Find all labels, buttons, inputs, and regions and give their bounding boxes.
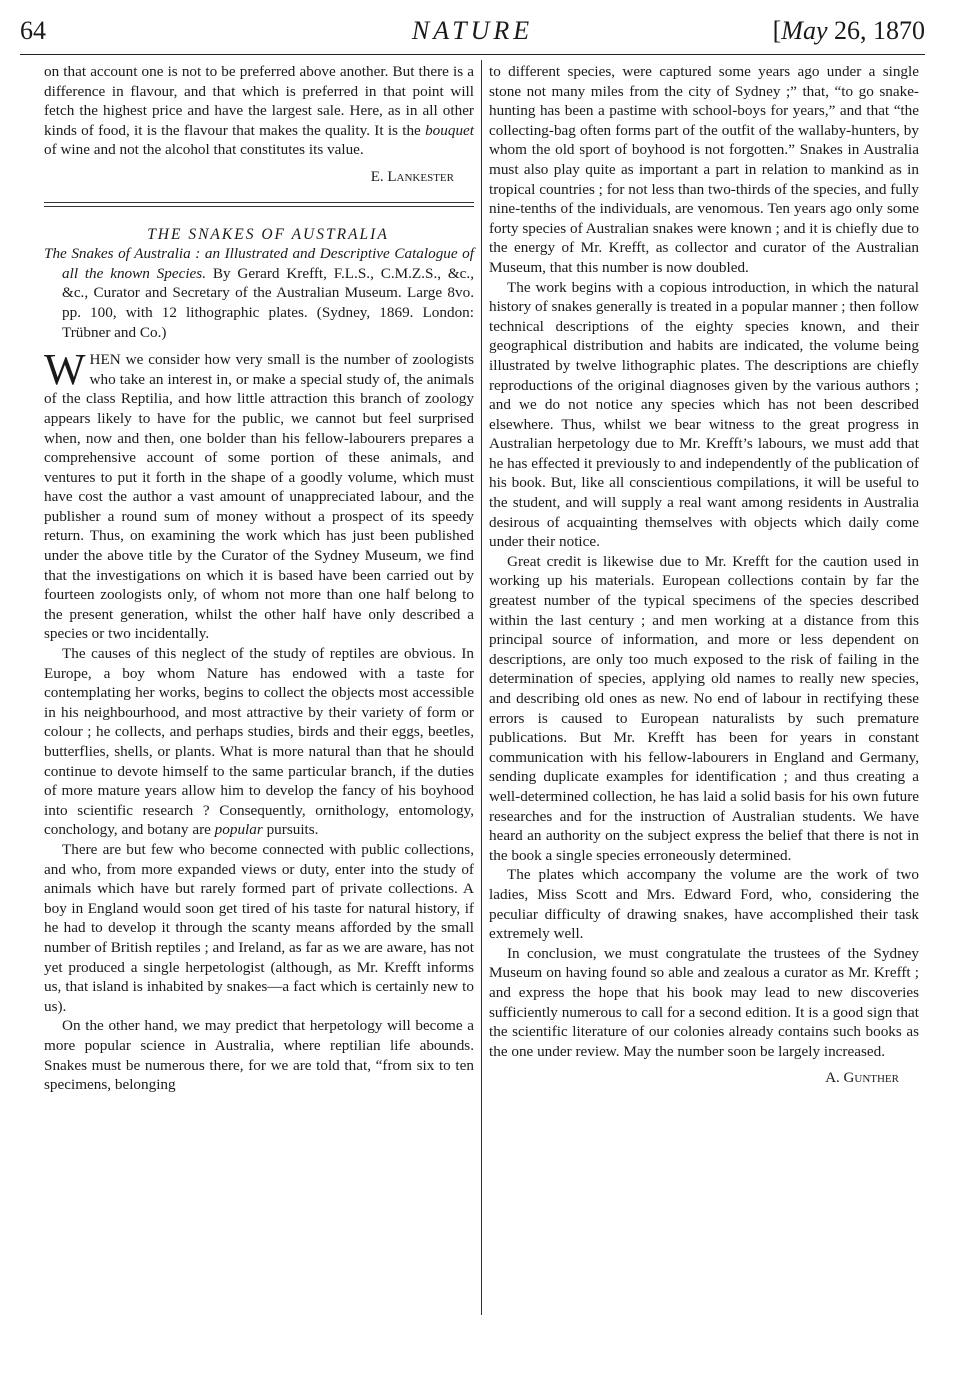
paragraph: The causes of this neglect of the study of reptiles are obvious. In Europe, a boy whom Nature has endowed with a taste for contemplating her works, begins to collect the objects most accessible in his neighbourhood, and most attractive by their variety of form or colour ; he collects, and perhaps studies, birds and their eggs, beetles, butterflies, shells, or plants. What is more natural than that he should continue to devote himself to the same particular branch, if the duties of more mature years allow him to develop the fancy of his boyhood into scientific research ? Consequently, ornithology, entomology, conchology, and botany are popular pursuits. <box>44 645 474 839</box>
article-title: THE SNAKES OF AUSTRALIA <box>147 225 389 243</box>
date-bracket: [ <box>772 16 782 45</box>
paragraph: On the other hand, we may predict that herpetology will become a more popular science in Australia, where reptilian life abounds. Snakes must be numerous there, for we are told that, “from six to ten specimens, belonging <box>44 1017 474 1094</box>
signature-lankester: E. Lankester <box>370 168 454 185</box>
column-divider <box>481 60 482 1315</box>
paragraph: to different species, were captured some years ago under a single stone not many miles from the city of Sydney ;” that, “to go snake-hunting has been a pastime with school-boys for years,” and that “the collecting-bag often forms part of the outfit of the wallaby-hunters, by whom the old sport of boyhood is not forgotten.” Snakes in Australia must also play quite as important a part in relation to mankind as in tropical countries ; for not less than two-thirds of the species, and fully nine-tenths of the individuals, are venomous. Ten years ago only some forty species of Australian snakes were known ; and it is chiefly due to the energy of Mr. Krefft, as collector and curator of the Australian Museum, that this number is now doubled. <box>489 63 919 276</box>
left-column <box>44 62 474 1095</box>
issue-date <box>773 16 925 46</box>
date-rest: 26, 1870 <box>827 16 925 45</box>
paragraph: WHEN we consider how very small is the number of zoologists who take an interest in, or make a special study of, the animals of the class Reptilia, and how little attraction this branch of zoology appears likely to have for the public, we cannot but feel surprised when, now and then, one bolder than his fellow-labourers prepares a comprehensive account of some portion of these animals, and ventures to put it forth in the shape of a goodly volume, which must have cost the author a vast amount of unappreciated labour, and the publisher a round sum of money without a prospect of its speedy return. Thus, on examining the work which has just been published under the above title by the Curator of the Sydney Museum, we find that the investigations on which it is based have been carried out by fourteen zoologists only, of whom not more than one half belong to the present generation, whilst the other half have only described a species or two incidentally. <box>44 345 474 643</box>
paragraph: The plates which accompany the volume are the work of two ladies, Miss Scott and Mrs. Edward Ford, who, considering the peculiar difficulty of drawing snakes, have accomplished their task extremely well. <box>489 866 919 943</box>
paragraph: The work begins with a copious introduction, in which the natural history of snakes generally is treated in a popular manner ; then follow technical descriptions of the eighty species known, and their geographical distribution and habits are indicated, the volume being illustrated by twelve lithographic plates. The descriptions are chiefly reproductions of the original diagnoses given by the various authors ; and we do not notice any species which has not been described elsewhere. Thus, whilst we bear witness to the great progress in Australian herpetology due to Mr. Krefft’s labours, we must add that he has effected it previously to and independently of the publication of his book. But, like all conscientious compilations, it will be useful to the student, and will supply a real want among residents in Australia desirous of acquainting themselves with objects which daily come under their notice. <box>489 278 919 551</box>
page-number: 64 <box>20 16 46 45</box>
book-reference: The Snakes of Australia : an Illustrated and Descriptive Catalogue of all the known Species. By Gerard Krefft, F.L.S., C.M.Z.S., &c., &c., Curator and Secretary of the Australian Museum. Large 8vo. pp. 100, with 12 lithographic plates. (Sydney, 1869. London: Trübner and Co.) <box>44 245 475 341</box>
right-column <box>489 62 919 1089</box>
section-divider <box>44 202 474 207</box>
journal-title: NATURE <box>411 16 534 45</box>
header-rule <box>20 54 925 55</box>
drop-cap: W <box>44 345 86 395</box>
paragraph: on that account one is not to be preferred above another. But there is a difference in flavour, and that which is preferred in that point will fetch the highest price and have the largest sale. Here, as in all other kinds of food, it is the flavour that makes the quality. It is the bouquet of wine and not the alcohol that constitutes its value. <box>44 63 474 159</box>
signature-gunther: A. Gunther <box>825 1070 899 1087</box>
page-header <box>20 14 925 52</box>
paragraph: There are but few who become connected with public collections, and who, from more expanded views or duty, enter into the study of animals which have but rarely formed part of private collections. A boy in England would soon get tired of his taste for natural history, if he had to develop it through the scanty means afforded by the small number of British reptiles ; and Ireland, as far as we are aware, has not yet produced a single herpetologist (although, as Mr. Krefft informs us, that island is inhabited by snakes—a fact which is certainly new to us). <box>44 840 474 1015</box>
paragraph: In conclusion, we must congratulate the trustees of the Sydney Museum on having found so able and zealous a curator as Mr. Krefft ; and express the hope that his book may lead to new discoveries sufficiently numerous to call for a second edition. It is a good sign that the scientific literature of our colonies already contains such books as the one under review. May the number soon be largely increased. <box>489 944 919 1060</box>
paragraph: Great credit is likewise due to Mr. Krefft for the caution used in working up his materials. European collections contain by far the greatest number of the typical specimens of the species described within the last century ; and men working at a distance from this principal source of information, and more or less dependent on descriptions, are only too much exposed to the risk of failing in the determination of species, applying old names to really new species, and describing old ones as new. No end of labour in rectifying these errors is caused to European naturalists by such premature publications. But Mr. Krefft has been for years in constant communication with his fellow-labourers in England and Germany, sending duplicate examples for identification ; and thus creating a well-determined collection, he has laid a solid basis for his own future researches and for the instruction of Australian students. We have heard an authority on the subject express the belief that there is not in the book a single species erroneously determined. <box>489 552 919 864</box>
date-month: May <box>781 16 828 45</box>
